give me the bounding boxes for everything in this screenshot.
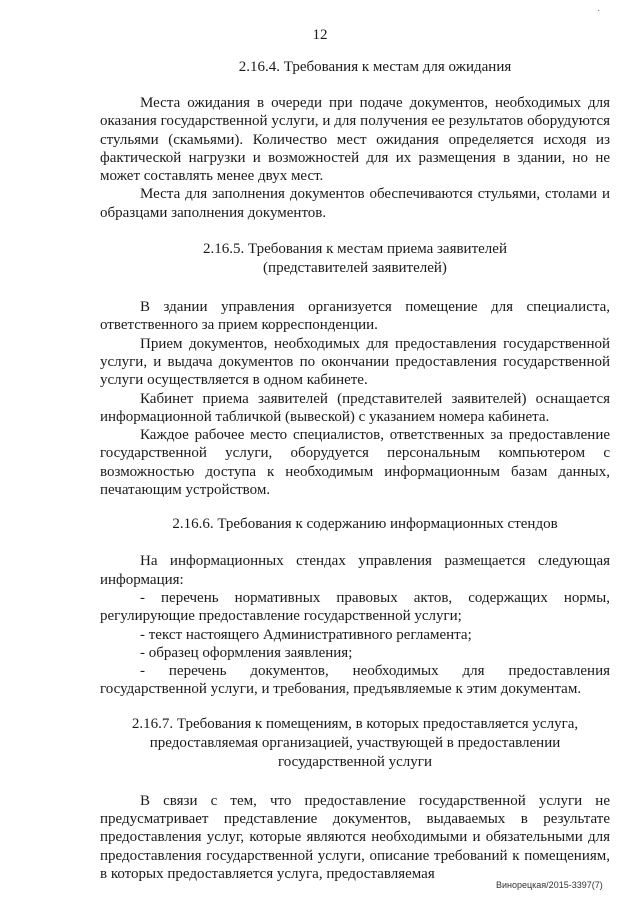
section-title-line: государственной услуги	[278, 753, 432, 770]
section-title-line: предоставляемая организацией, участвующей в предоставлении	[149, 734, 561, 751]
document-body	[100, 58, 610, 883]
section-title-2-16-7	[100, 715, 610, 772]
paragraph: Места для заполнения документов обеспечиваются стульями, столами и образцами заполнения документов.	[100, 186, 610, 221]
paragraph: В связи с тем, что предоставление государственной услуги не предусматривает представление документов, выдаваемых в результате предоставления услуг, которые являются необходимыми и обязательными для предоставления государственной услуги, описание требований к помещениям, в которых предоставляется услуга, предоставляемая	[100, 792, 610, 882]
paragraph: Места ожидания в очереди при подаче документов, необходимых для оказания государственной услуги, и для получения ее результатов оборудуются стульями (скамьями). Количество мест ожидания определяется исходя из фактической нагрузки и возможностей для их размещения в здании, но не может составлять менее двух мест.	[100, 95, 610, 185]
paragraph: На информационных стендах управления размещается следующая информация:	[100, 553, 610, 588]
section-title-line: (представителей заявителей)	[263, 260, 447, 277]
corner-mark: ·	[597, 6, 601, 17]
section-title-line: 2.16.5. Требования к местам приема заявителей	[203, 241, 507, 258]
list-item: - образец оформления заявления;	[140, 644, 353, 661]
list-item: - перечень документов, необходимых для предоставления государственной услуги, и требования, предъявляемые к этим документам.	[100, 663, 610, 698]
section-title-2-16-5	[100, 240, 610, 278]
paragraph: Прием документов, необходимых для предоставления государственной услуги, и выдача документов по окончании предоставления государственной услуги осуществляется в одном кабинете.	[100, 335, 610, 389]
section-title-line: 2.16.7. Требования к помещениям, в которых предоставляется услуга,	[131, 715, 579, 732]
list-item: - текст настоящего Административного регламента;	[140, 626, 472, 643]
page-number: 12	[312, 27, 328, 43]
list-item: - перечень нормативных правовых актов, содержащих нормы, регулирующие предоставление государственной услуги;	[100, 589, 610, 625]
paragraph: Кабинет приема заявителей (представителей заявителей) оснащается информационной табличкой (вывеской) с указанием номера кабинета.	[100, 390, 610, 425]
section-title-2-16-4: 2.16.4. Требования к местам для ожидания	[238, 59, 512, 75]
footer-document-code: Винорецкая/2015-3397(7)	[496, 880, 603, 890]
paragraph: Каждое рабочее место специалистов, ответственных за предоставление государственной услуги, оборудуется персональным компьютером с возможностью доступа к необходимым информационным базам данных, печатающим устройством.	[100, 427, 610, 499]
section-title-2-16-6: 2.16.6. Требования к содержанию информационных стендов	[172, 516, 558, 533]
paragraph: В здании управления организуется помещение для специалиста, ответственного за прием корреспонденции.	[100, 299, 610, 334]
